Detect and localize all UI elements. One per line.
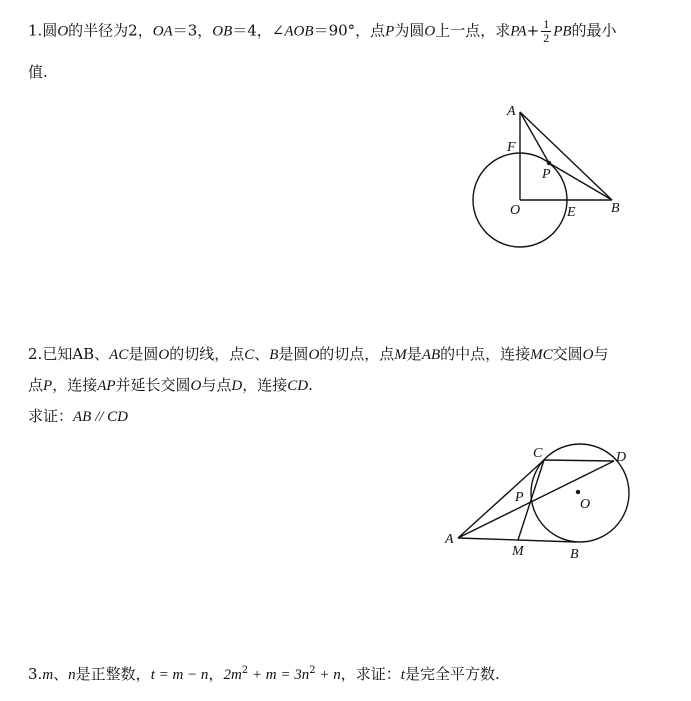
math-var: O: [308, 347, 320, 363]
math-var: O: [57, 23, 69, 40]
text: 为圆: [394, 21, 425, 40]
label-b: B: [570, 547, 579, 562]
text: 是圆: [278, 345, 309, 363]
math-var: B: [269, 347, 279, 363]
label-m: M: [512, 544, 524, 559]
problem-1-line-2: 值.: [28, 63, 48, 81]
math-var: PA: [510, 23, 527, 40]
text: ，求证：: [340, 665, 401, 683]
math-var: M: [394, 347, 407, 363]
exponent: 2: [241, 665, 249, 676]
math-var: MC: [530, 347, 553, 363]
text: 是圆: [128, 345, 159, 363]
math-var: O: [158, 347, 170, 363]
math-var: O: [582, 347, 594, 363]
equation-t: t = m − n: [150, 667, 209, 683]
segment-ab: [458, 538, 576, 542]
math-var: D: [231, 378, 243, 394]
point-o: [576, 490, 580, 494]
text: 的半径为2，: [68, 21, 153, 40]
text: ，连接: [52, 376, 98, 394]
label-p: P: [542, 167, 551, 182]
label-d: D: [616, 450, 627, 465]
problem-number: 1.: [28, 21, 43, 40]
text: 已知AB、: [42, 345, 110, 363]
problem-number: 2.: [28, 345, 43, 363]
math-var: n: [68, 667, 76, 683]
math-var: AC: [109, 347, 129, 363]
math-var: AB: [421, 347, 441, 363]
exponent: 2: [309, 665, 316, 676]
problem-number: 3.: [28, 665, 43, 683]
label-p: P: [515, 490, 524, 505]
equation-part: + n: [315, 667, 341, 683]
math-var: P: [43, 378, 53, 394]
math-var: P: [385, 23, 395, 40]
text: 是完全平方数.: [404, 665, 500, 683]
text: 、: [254, 345, 270, 363]
segment-cd: [544, 460, 614, 461]
math-var: PB: [553, 23, 572, 40]
proof-statement: AB // CD: [73, 409, 129, 425]
label-c: C: [533, 446, 543, 461]
text: 与点: [201, 376, 232, 394]
equation-part: + m = 3n: [248, 667, 310, 683]
circle-o: [531, 444, 629, 542]
text: 并延长交圆: [115, 376, 191, 394]
text: 点: [28, 376, 44, 394]
text: ，: [208, 665, 224, 683]
label-e: E: [567, 205, 576, 220]
text: ，连接: [242, 376, 288, 394]
text: 、: [53, 665, 69, 683]
label-a: A: [445, 532, 454, 547]
math-var: t: [400, 667, 405, 683]
math-var: O: [424, 23, 436, 40]
label-a: A: [507, 104, 516, 119]
text: 上一点，求: [435, 21, 511, 40]
math-var: CD: [287, 378, 309, 394]
text: 的最小: [571, 21, 617, 40]
math-var: C: [244, 347, 255, 363]
text: 圆: [42, 21, 58, 40]
text: 的切点，点: [319, 345, 395, 363]
label-o: O: [510, 203, 521, 218]
text: 交圆: [552, 345, 583, 363]
math-var: OA: [152, 23, 173, 40]
proof-label: 求证：: [28, 407, 74, 425]
text: 是正整数，: [75, 665, 151, 683]
text: ＝4，∠: [232, 21, 285, 40]
label-b: B: [611, 201, 620, 216]
math-var: OB: [212, 23, 233, 40]
label-o: O: [580, 497, 591, 512]
text: ＝90°，点: [313, 21, 386, 40]
text: 的中点，连接: [440, 345, 531, 363]
equation-part: 2m: [223, 667, 242, 683]
denominator: 2: [543, 31, 550, 45]
text: 与: [593, 345, 609, 363]
label-f: F: [507, 140, 516, 155]
problem-3-line: [28, 661, 500, 685]
text: ＝3，: [172, 21, 213, 40]
math-var: m: [42, 667, 54, 683]
math-var: AP: [97, 378, 116, 394]
math-var: O: [190, 378, 202, 394]
text: .: [308, 376, 313, 394]
text: +: [526, 21, 540, 40]
text: 是: [406, 345, 422, 363]
numerator: 1: [543, 17, 550, 31]
text: 的切线，点: [169, 345, 245, 363]
math-var: AOB: [284, 23, 314, 40]
